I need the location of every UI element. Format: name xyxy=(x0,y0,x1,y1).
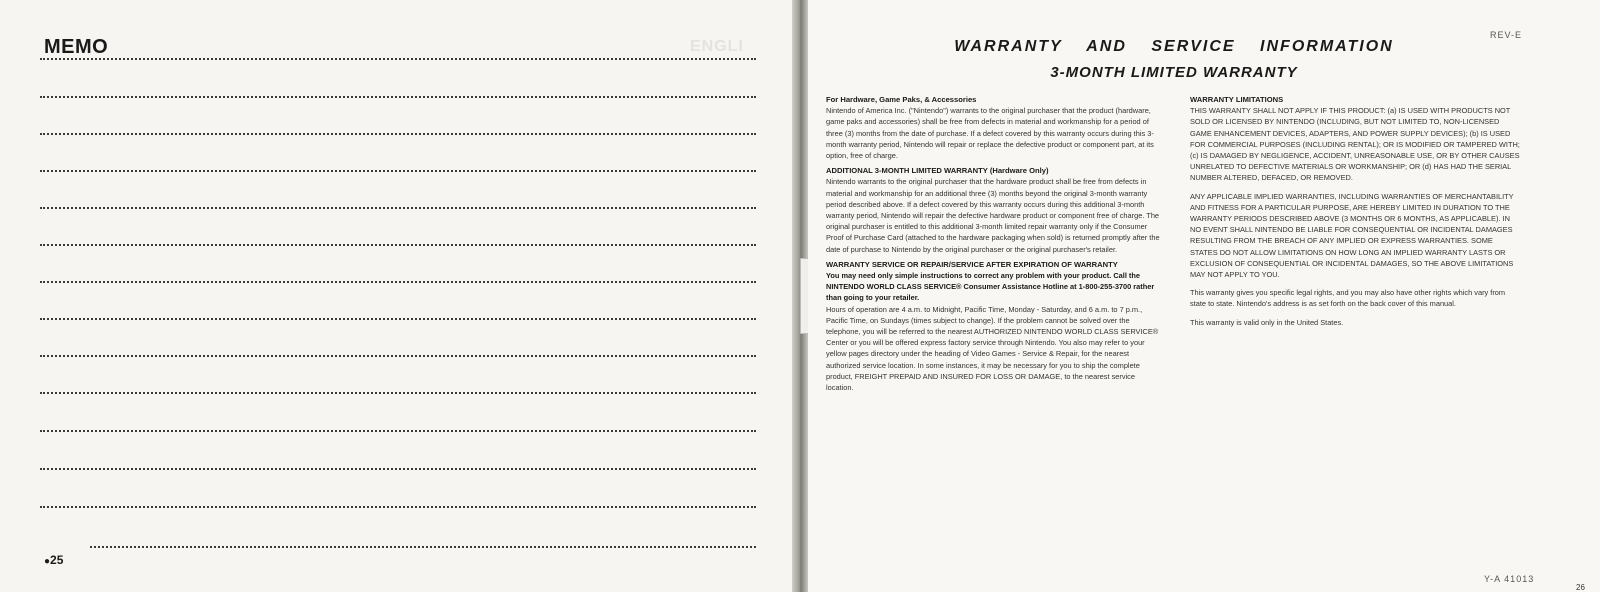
warranty-title: WARRANTY AND SERVICE INFORMATION xyxy=(954,38,1394,55)
warranty-left-column xyxy=(826,94,1162,397)
bullet-icon: ● xyxy=(44,556,51,567)
memo-page xyxy=(0,0,792,592)
memo-line xyxy=(40,506,756,508)
memo-line xyxy=(40,318,756,320)
memo-line xyxy=(40,430,756,432)
limitations-paragraph: THIS WARRANTY SHALL NOT APPLY IF THIS PRODUCT: (a) IS USED WITH PRODUCTS NOT SOLD OR LICENSED BY NINTENDO (INCLUDING, BUT NOT LIMITED TO, NON-LICENSED GAME ENHANCEMENT DEVICES, ADAPTERS, AND POWER SUPPLY DEVICES); (b) IS USED FOR COMMERCIAL PURPOSES (INCLUDING RENTAL); OR IS MODIFIED OR TAMPERED WITH; (c) IS DAMAGED BY NEGLIGENCE, ACCIDENT, UNREASONABLE USE, OR BY OTHER CAUSES UNRELATED TO DEFECTIVE MATERIALS OR WORKMANSHIP; OR (d) HAS HAD THE SERIAL NUMBER ALTERED, DEFACED, OR REMOVED. xyxy=(1190,106,1520,183)
section-heading-service: WARRANTY SERVICE OR REPAIR/SERVICE AFTER EXPIRATION OF WARRANTY xyxy=(826,259,1118,269)
warranty-subtitle: 3-MONTH LIMITED WARRANTY xyxy=(1050,64,1298,81)
ghost-watermark-text: ENGLI xyxy=(690,38,744,55)
memo-line xyxy=(40,281,756,283)
memo-line xyxy=(40,170,756,172)
hotline-paragraph: You may need only simple instructions to correct any problem with your product. Call the NINTENDO WORLD CLASS SERVICE® Consumer Assistance Hotline at 1-800-255-3700 rather than going to your retailer. xyxy=(826,271,1155,303)
validity-paragraph: This warranty is valid only in the United States. xyxy=(1190,317,1344,327)
section-heading-additional-warranty: ADDITIONAL 3-MONTH LIMITED WARRANTY (Hardware Only) xyxy=(826,166,1049,176)
page-number-right: 26 xyxy=(1576,583,1585,592)
product-code: Y-A 41013 xyxy=(1484,574,1535,584)
legal-rights-paragraph: This warranty gives you specific legal rights, and you may also have other rights which vary from state to state. Nintendo's address is as set forth on the back cover of this manual. xyxy=(1190,288,1506,309)
memo-title: MEMO xyxy=(44,36,109,58)
section-heading-limitations: WARRANTY LIMITATIONS xyxy=(1190,95,1284,104)
warranty-right-column xyxy=(1190,94,1522,335)
memo-line xyxy=(40,207,756,209)
warranty-paragraph: Hours of operation are 4 a.m. to Midnight, Pacific Time, Monday - Saturday, and 6 a.m. to 7 p.m., Pacific Time, on Sundays (times subject to change). If the problem cannot be solved over the telephone, you will be referred to the nearest AUTHORIZED NINTENDO WORLD CLASS SERVICE® Center or you will be offered express factory service through Nintendo. You also may refer to your yellow pages directory under the heading of Video Games - Service & Repair, for the nearest authorized service location. In some instances, it may be necessary for you to ship the complete product, FREIGHT PREPAID AND INSURED FOR LOSS OR DAMAGE, to the nearest service location. xyxy=(826,304,1159,393)
memo-line xyxy=(90,546,756,548)
section-heading-hardware: For Hardware, Game Paks, & Accessories xyxy=(826,95,977,104)
memo-line xyxy=(40,468,756,470)
memo-line xyxy=(40,244,756,246)
memo-line xyxy=(40,355,756,357)
memo-line xyxy=(40,58,756,60)
page-number-left xyxy=(44,553,63,567)
warranty-paragraph: Nintendo of America Inc. ("Nintendo") warrants to the original purchaser that the product (hardware, game paks and accessories) shall be free from defects in material and workmanship for a period of three (3) months from the date of purchase. If a defect covered by this warranty occurs during this 3-month warranty period, Nintendo will repair or replace the defective product or component part, at its option, free of charge. xyxy=(826,106,1154,161)
warranty-paragraph: Nintendo warrants to the original purchaser that the hardware product shall be free from defects in material and workmanship for an additional three (3) months beyond the original 3-month warranty period described above. If a defect covered by this warranty occurs during this additional 3-month warranty period, Nintendo will repair the defective hardware product or component free of charge. The original purchaser is entitled to this additional 3-month limited repair warranty only if the Consumer Proof of Purchase Card (attached to the hardware packaging when sold) is returned promptly after the date of purchase to Nintendo by the original purchaser or the original purchaser's retailer. xyxy=(826,177,1160,254)
memo-line xyxy=(40,133,756,135)
page-number-text: 25 xyxy=(50,553,64,567)
revision-label: REV-E xyxy=(1490,30,1523,40)
memo-line xyxy=(40,96,756,98)
implied-warranties-paragraph: ANY APPLICABLE IMPLIED WARRANTIES, INCLUDING WARRANTIES OF MERCHANTABILITY AND FITNESS FOR A PARTICULAR PURPOSE, ARE HEREBY LIMITED IN DURATION TO THE WARRANTY PERIODS DESCRIBED ABOVE (3 MONTHS OR 6 MONTHS, AS APPLICABLE). IN NO EVENT SHALL NINTENDO BE LIABLE FOR CONSEQUENTIAL OR INCIDENTAL DAMAGES RESULTING FROM THE BREACH OF ANY IMPLIED OR EXPRESS WARRANTIES. SOME STATES DO NOT ALLOW LIMITATIONS ON HOW LONG AN IMPLIED WARRANTY LASTS OR EXCLUSION OF CONSEQUENTIAL OR INCIDENTAL DAMAGES, SO THE ABOVE LIMITATIONS MAY NOT APPLY TO YOU. xyxy=(1190,191,1514,280)
memo-line xyxy=(40,392,756,394)
